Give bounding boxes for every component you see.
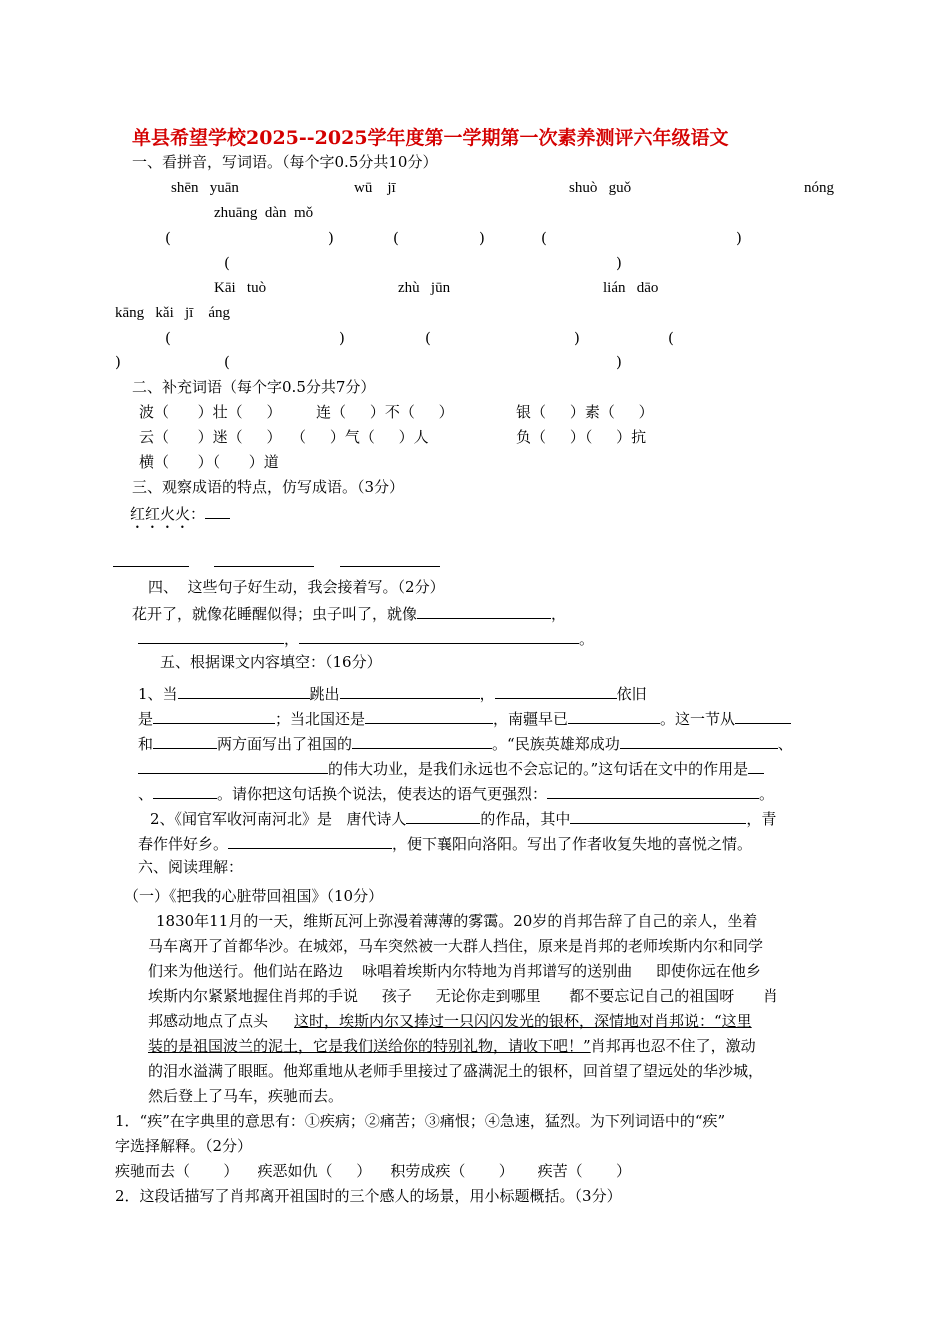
passage-line: 们来为他送行。他们站在路边 咏唱着埃斯内尔特地为肖邦谱写的送别曲 即使你远在他乡 [148, 962, 761, 980]
answer-blank [748, 757, 764, 774]
text: 依旧 [616, 685, 647, 703]
idiom-fill: 银（ ）素（ ） [516, 403, 654, 421]
answer-paren: ( [224, 353, 230, 371]
answer-blank [568, 707, 660, 724]
answer-blank [495, 682, 617, 699]
question-1: 1．“疾”在字典里的意思有：①疾病；②痛苦；③痛恨；④急速，猛烈。为下列词语中的“疾” [115, 1112, 726, 1130]
fill-line [138, 682, 647, 704]
answer-blank [178, 682, 310, 699]
passage-line: 的泪水溢满了眼眶。他郑重地从老师手里接过了盛满泥土的银杯，回首望了望远处的华沙城， [148, 1062, 764, 1080]
pinyin-4a: nóng [804, 180, 834, 196]
pinyin-3: shuò guǒ [569, 180, 632, 196]
answer-blank [205, 502, 230, 519]
fill-line [138, 732, 793, 754]
comma: ， [284, 630, 300, 648]
text: 跳出 [309, 685, 340, 703]
question-1-items: 疾驰而去（ ） 疾恶如仇（ ） 积劳成疾（ ） 疾苦（ ） [115, 1162, 631, 1180]
text: ，南疆早已 [493, 710, 569, 728]
question-1-cont: 字选择解释。（2分） [115, 1137, 253, 1155]
answer-blank [547, 782, 759, 799]
answer-paren: ( [224, 254, 230, 272]
section-1-heading: 一、看拼音，写词语。（每个字0.5分共10分） [132, 153, 438, 171]
passage-line: 1830年11月的一天，维斯瓦河上弥漫着薄薄的雾霭。20岁的肖邦告辞了自己的亲人，坐着 [156, 912, 758, 930]
text: 、 [777, 735, 793, 753]
sentence-line [132, 602, 566, 624]
answer-paren: ) [616, 254, 622, 272]
answer-paren: ( [393, 229, 399, 247]
answer-blank [228, 832, 392, 849]
section-3-heading: 三、观察成语的特点，仿写成语。（3分） [132, 478, 405, 496]
passage-line: 埃斯内尔紧紧地握住肖邦的手说 孩子 无论你走到哪里 都不要忘记自己的祖国呀 肖 [148, 987, 778, 1005]
idiom-fill: 横（ ）（ ）道 [139, 453, 279, 471]
answer-blank [620, 732, 778, 749]
pinyin-5: Kāi tuò [214, 280, 267, 296]
text: 。这一节从 [660, 710, 736, 728]
answer-blank [138, 757, 328, 774]
underlined-text: 装的是祖国波兰的泥土，它是我们送给你的特别礼物，请收下吧！” [148, 1037, 591, 1055]
answer-blank [153, 782, 217, 799]
text: 的作品，其中 [480, 810, 571, 828]
answer-blank [735, 707, 791, 724]
text: 的伟大功业，是我们永远也不会忘记的。”这句话在文中的作用是 [328, 760, 749, 778]
idiom-fill: 云（ ）迷（ ） （ ）气（ ）人 [139, 428, 429, 446]
reading-title: （一）《把我的心脏带回祖国》（10分） [124, 887, 384, 905]
passage-line: 马车离开了首都华沙。在城郊，马车突然被一大群人挡住，原来是肖邦的老师埃斯内尔和同学 [148, 937, 764, 955]
text: ；当北国还是 [275, 710, 366, 728]
answer-blank [570, 807, 746, 824]
fill-line [138, 782, 774, 804]
fill-line [150, 807, 776, 829]
text: 2、《闻官军收河南河北》是 唐代诗人 [150, 810, 407, 828]
answer-blank [153, 707, 275, 724]
answer-paren: ) [616, 353, 622, 371]
idiom-example [130, 502, 230, 532]
answer-blank [340, 550, 440, 567]
text: 两方面写出了祖国的 [217, 735, 353, 753]
pinyin-4b: zhuāng dàn mǒ [214, 205, 314, 221]
answer-paren: ( [165, 229, 171, 247]
section-6-heading: 六、阅读理解： [138, 858, 244, 876]
pinyin-1: shēn yuān [171, 180, 239, 196]
answer-paren: ) [339, 329, 345, 347]
passage-line [148, 1036, 756, 1056]
text: 春作伴好乡。 [138, 835, 229, 853]
question-2: 2．这段话描写了肖邦离开祖国时的三个感人的场景，用小标题概括。（3分） [115, 1187, 622, 1205]
text: ，青 [746, 810, 777, 828]
answer-paren: ( [541, 229, 547, 247]
text: ， [479, 685, 495, 703]
idiom-fill: 负（ ）（ ）抗 [516, 428, 647, 446]
idiom-fill: 连（ ）不（ ） [316, 403, 454, 421]
text: 。“民族英雄郑成功 [492, 735, 620, 753]
example-text: 红红火火： [130, 505, 206, 523]
text: 是 [138, 710, 154, 728]
sentence-line [138, 627, 594, 649]
section-4-heading: 四、 这些句子好生动，我会接着写。（2分） [148, 578, 445, 596]
answer-blank [214, 550, 314, 567]
text: 、 [138, 785, 154, 803]
answer-blank [299, 627, 579, 644]
answer-blank [406, 807, 480, 824]
answer-blank [417, 602, 551, 619]
text: 。请你把这句话换个说法，使表达的语气更强烈： [217, 785, 548, 803]
answer-blank [365, 707, 493, 724]
answer-blank [153, 732, 217, 749]
answer-paren: ( [165, 329, 171, 347]
passage-line [148, 1011, 752, 1031]
answer-blank [113, 550, 189, 567]
pinyin-8: kāng kǎi jī áng [115, 305, 230, 321]
section-5-heading: 五、根据课文内容填空：（16分） [160, 653, 382, 671]
answer-paren: ) [479, 229, 485, 247]
text: 和 [138, 735, 154, 753]
sentence-text: 花开了，就像花睡醒似得；虫子叫了，就像 [132, 605, 418, 623]
text: 肖邦再也忍不住了，激动 [590, 1037, 756, 1055]
section-2-heading: 二、补充词语（每个字0.5分共7分） [132, 378, 376, 396]
text: 1、当 [138, 685, 178, 703]
pinyin-6: zhù jūn [398, 280, 451, 296]
answer-paren: ( [668, 329, 674, 347]
period: 。 [579, 630, 595, 648]
answer-paren: ( [425, 329, 431, 347]
answer-paren: ) [115, 353, 121, 371]
answer-blank [352, 732, 492, 749]
comma: ， [551, 605, 567, 623]
text: 。 [759, 785, 775, 803]
text: 邦感动地点了点头 [148, 1012, 269, 1030]
answer-paren: ) [328, 229, 334, 247]
fill-line [138, 757, 764, 779]
answer-blank [138, 627, 284, 644]
pinyin-2: wū jī [354, 180, 396, 196]
answer-paren: ) [736, 229, 742, 247]
answer-paren: ) [574, 329, 580, 347]
fill-line [138, 832, 752, 854]
underlined-text: 这时，埃斯内尔又捧过一只闪闪发光的银杯，深情地对肖邦说：“这里 [294, 1012, 752, 1030]
text: ，便下襄阳向洛阳。写出了作者收复失地的喜悦之情。 [392, 835, 753, 853]
answer-blank [340, 682, 480, 699]
pinyin-7: lián dāo [603, 280, 659, 296]
passage-line: 然后登上了马车，疾驰而去。 [148, 1087, 344, 1105]
fill-line [138, 707, 791, 729]
idiom-fill: 波（ ）壮（ ） [139, 403, 282, 421]
page-title: 单县希望学校2025--2025学年度第一学期第一次素养测评六年级语文 [132, 127, 729, 149]
